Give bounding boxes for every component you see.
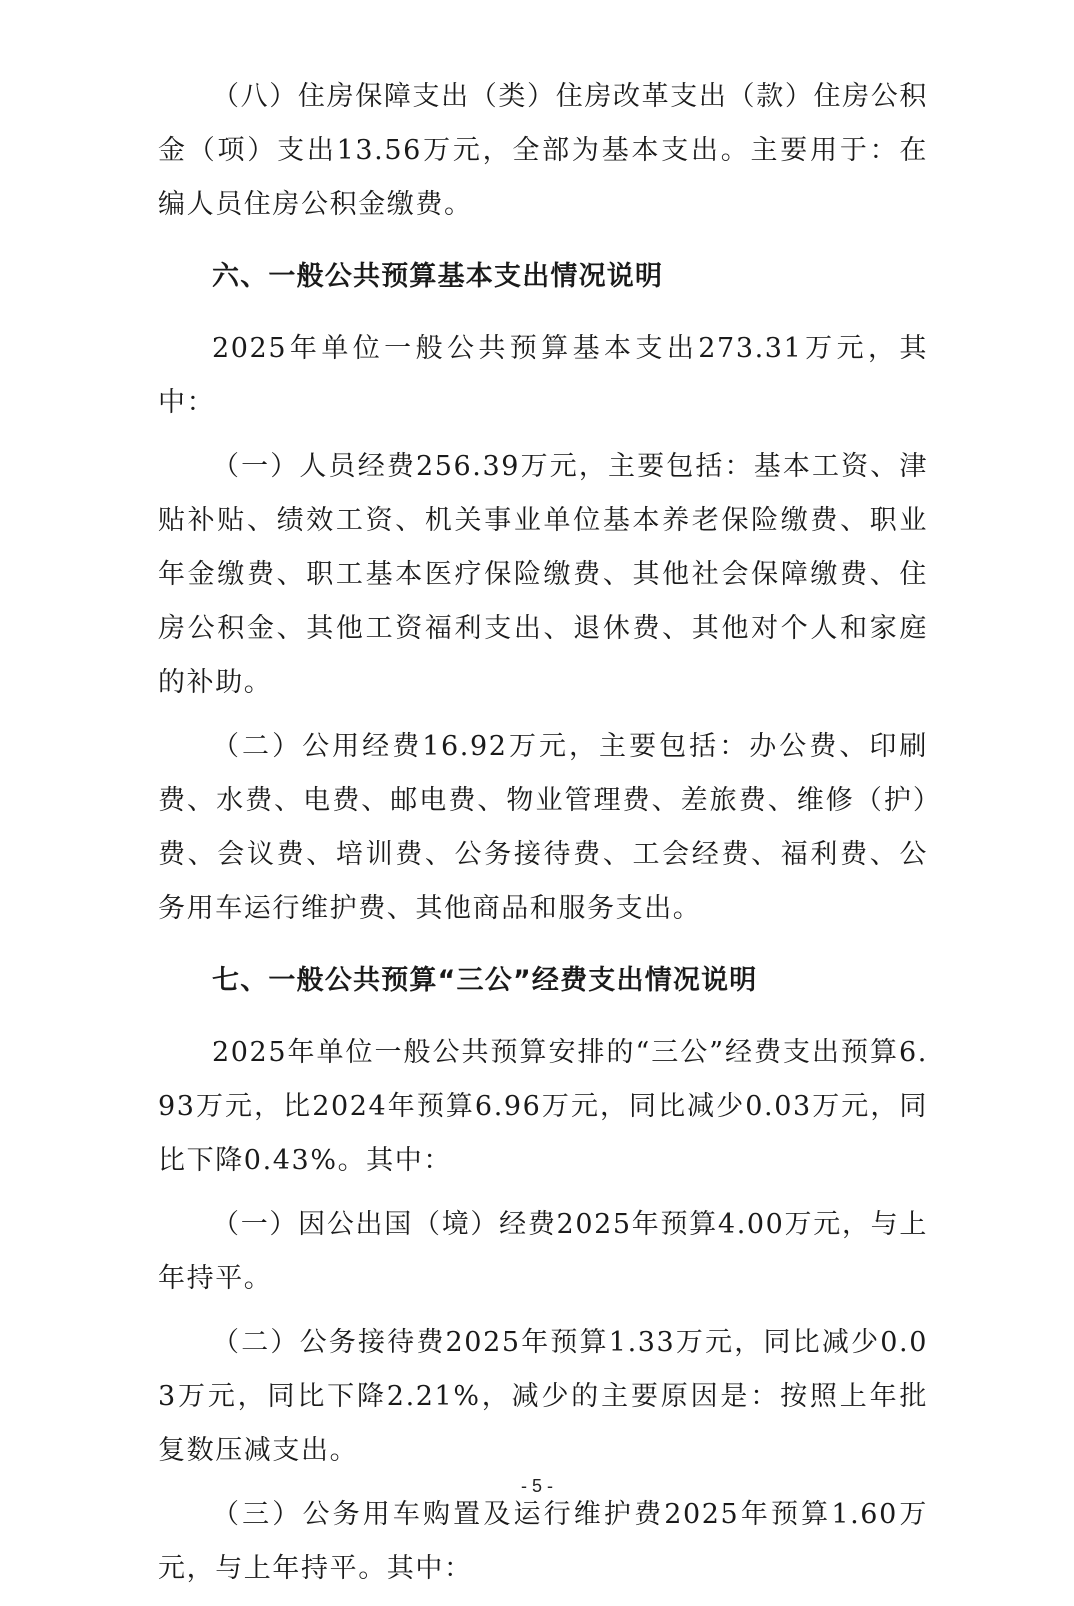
document-body xyxy=(158,70,928,1606)
section-heading-three-public: 七、一般公共预算“三公”经费支出情况说明 xyxy=(212,965,758,996)
paragraph-basic-expenditure-total: 2025年单位一般公共预算基本支出273.31万元，其中： xyxy=(158,333,928,418)
page-number: - 5 - xyxy=(520,1476,553,1496)
section-heading-basic-expenditure: 六、一般公共预算基本支出情况说明 xyxy=(212,261,664,292)
paragraph-official-vehicles: （三）公务用车购置及运行维护费2025年预算1.60万元，与上年持平。其中： xyxy=(158,1499,928,1584)
paragraph-public-expenses: （二）公用经费16.92万元，主要包括：办公费、印刷费、水费、电费、邮电费、物业管理费、差旅费、维修（护）费、会议费、培训费、公务接待费、工会经费、福利费、公务用车运行维护费、其他商品和服务支出。 xyxy=(158,731,928,924)
paragraph-three-public-total: 2025年单位一般公共预算安排的“三公”经费支出预算6.93万元，比2024年预算6.96万元，同比减少0.03万元，同比下降0.43%。其中： xyxy=(158,1037,928,1176)
paragraph-personnel-expenses: （一）人员经费256.39万元，主要包括：基本工资、津贴补贴、绩效工资、机关事业单位基本养老保险缴费、职业年金缴费、职工基本医疗保险缴费、其他社会保障缴费、住房公积金、其他工资福利支出、退休费、其他对个人和家庭的补助。 xyxy=(158,451,928,698)
paragraph-overseas-travel: （一）因公出国（境）经费2025年预算4.00万元，与上年持平。 xyxy=(158,1209,928,1294)
paragraph-official-reception: （二）公务接待费2025年预算1.33万元，同比减少0.03万元，同比下降2.21%，减少的主要原因是：按照上年批复数压减支出。 xyxy=(158,1327,928,1466)
paragraph-housing-fund: （八）住房保障支出（类）住房改革支出（款）住房公积金（项）支出13.56万元，全部为基本支出。主要用于：在编人员住房公积金缴费。 xyxy=(158,81,928,220)
